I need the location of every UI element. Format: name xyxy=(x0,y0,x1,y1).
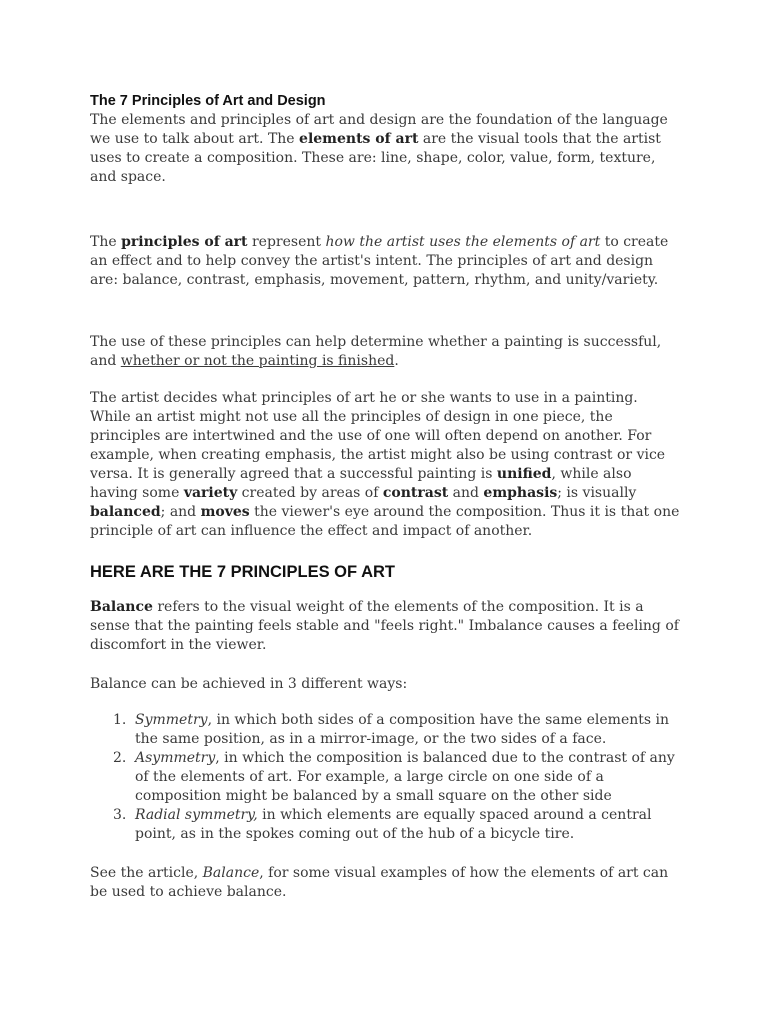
list-number: 2. xyxy=(113,750,127,766)
bold-term: principles of art xyxy=(121,234,248,250)
text: The use of these principles can help determine whether a painting is successful, and xyxy=(90,334,662,369)
bold-term: variety xyxy=(183,485,238,501)
balance-ways-list xyxy=(90,711,680,844)
text: created by areas of xyxy=(237,485,383,501)
text: represent xyxy=(247,234,326,250)
text: ; is visually xyxy=(557,485,637,501)
italic-term: Symmetry xyxy=(135,712,208,728)
list-item xyxy=(90,749,680,806)
italic-term: Asymmetry xyxy=(135,750,216,766)
text: to create an effect and to help convey the artist's intent. The principles of art and design are: balance, contrast, emphasis, movement, pattern, rhythm, and unity/variety. xyxy=(90,234,669,288)
text: the viewer's eye around the composition. Thus it is that one principle of art can influence the effect and impact of another. xyxy=(90,504,680,539)
text: are the visual tools that the artist uses to create a composition. These are: line, shape, color, value, form, texture, and space. xyxy=(90,131,661,185)
underlined-phrase: whether or not the painting is finished xyxy=(120,353,395,369)
text: and xyxy=(448,485,484,501)
text: refers to the visual weight of the elements of the composition. It is a sense that the painting feels stable and "feels right." Imbalance causes a feeling of discomfort in the viewer. xyxy=(90,599,679,653)
text: , for some visual examples of how the elements of art can be used to achieve balance. xyxy=(90,865,669,900)
intro-paragraph xyxy=(90,111,680,187)
text: ; and xyxy=(160,504,201,520)
text: , while also having some xyxy=(90,466,632,501)
italic-phrase: how the artist uses the elements of art xyxy=(325,234,601,250)
bold-term: balanced xyxy=(90,504,161,520)
text: , in which both sides of a composition have the same elements in the same position, as in a mirror-image, or the two sides of a face. xyxy=(135,712,669,747)
see-article-paragraph xyxy=(90,864,680,902)
text: The xyxy=(90,234,122,250)
balance-paragraph xyxy=(90,598,680,655)
text: , in which the composition is balanced due to the contrast of any of the elements of art. For example, a large circle on one side of a composition might be balanced by a small square on the other side xyxy=(135,750,675,804)
bold-term: elements of art xyxy=(299,131,419,147)
list-number: 1. xyxy=(113,712,127,728)
article-link: Balance xyxy=(202,865,260,881)
text: The elements and principles of art and design are the foundation of the language we use to talk about art. The xyxy=(90,112,668,147)
balance-ways-paragraph: Balance can be achieved in 3 different ways: xyxy=(90,676,408,692)
text: . xyxy=(394,353,399,369)
artist-paragraph xyxy=(90,389,680,541)
bold-term: emphasis xyxy=(483,485,558,501)
list-item xyxy=(90,711,680,749)
text: The artist decides what principles of art he or she wants to use in a painting. While an artist might not use all the principles of design in one piece, the principles are intertwined and the use of one will often depend on another. For example, when creating emphasis, the artist might also be using contrast or vice versa. It is generally agreed that a successful painting is xyxy=(90,390,666,482)
bold-term: moves xyxy=(200,504,250,520)
bold-term: unified xyxy=(496,466,552,482)
text: in which elements are equally spaced around a central point, as in the spokes coming out of the hub of a bicycle tire. xyxy=(135,807,652,842)
principles-paragraph xyxy=(90,233,680,290)
section-heading: HERE ARE THE 7 PRINCIPLES OF ART xyxy=(90,563,395,581)
bold-term: contrast xyxy=(382,485,449,501)
italic-term: Radial symmetry, xyxy=(135,807,258,823)
list-number: 3. xyxy=(113,807,127,823)
list-item xyxy=(90,806,680,844)
use-paragraph xyxy=(90,333,680,371)
document-title: The 7 Principles of Art and Design xyxy=(90,93,326,109)
text: See the article, xyxy=(90,865,203,881)
bold-term: Balance xyxy=(90,599,153,615)
